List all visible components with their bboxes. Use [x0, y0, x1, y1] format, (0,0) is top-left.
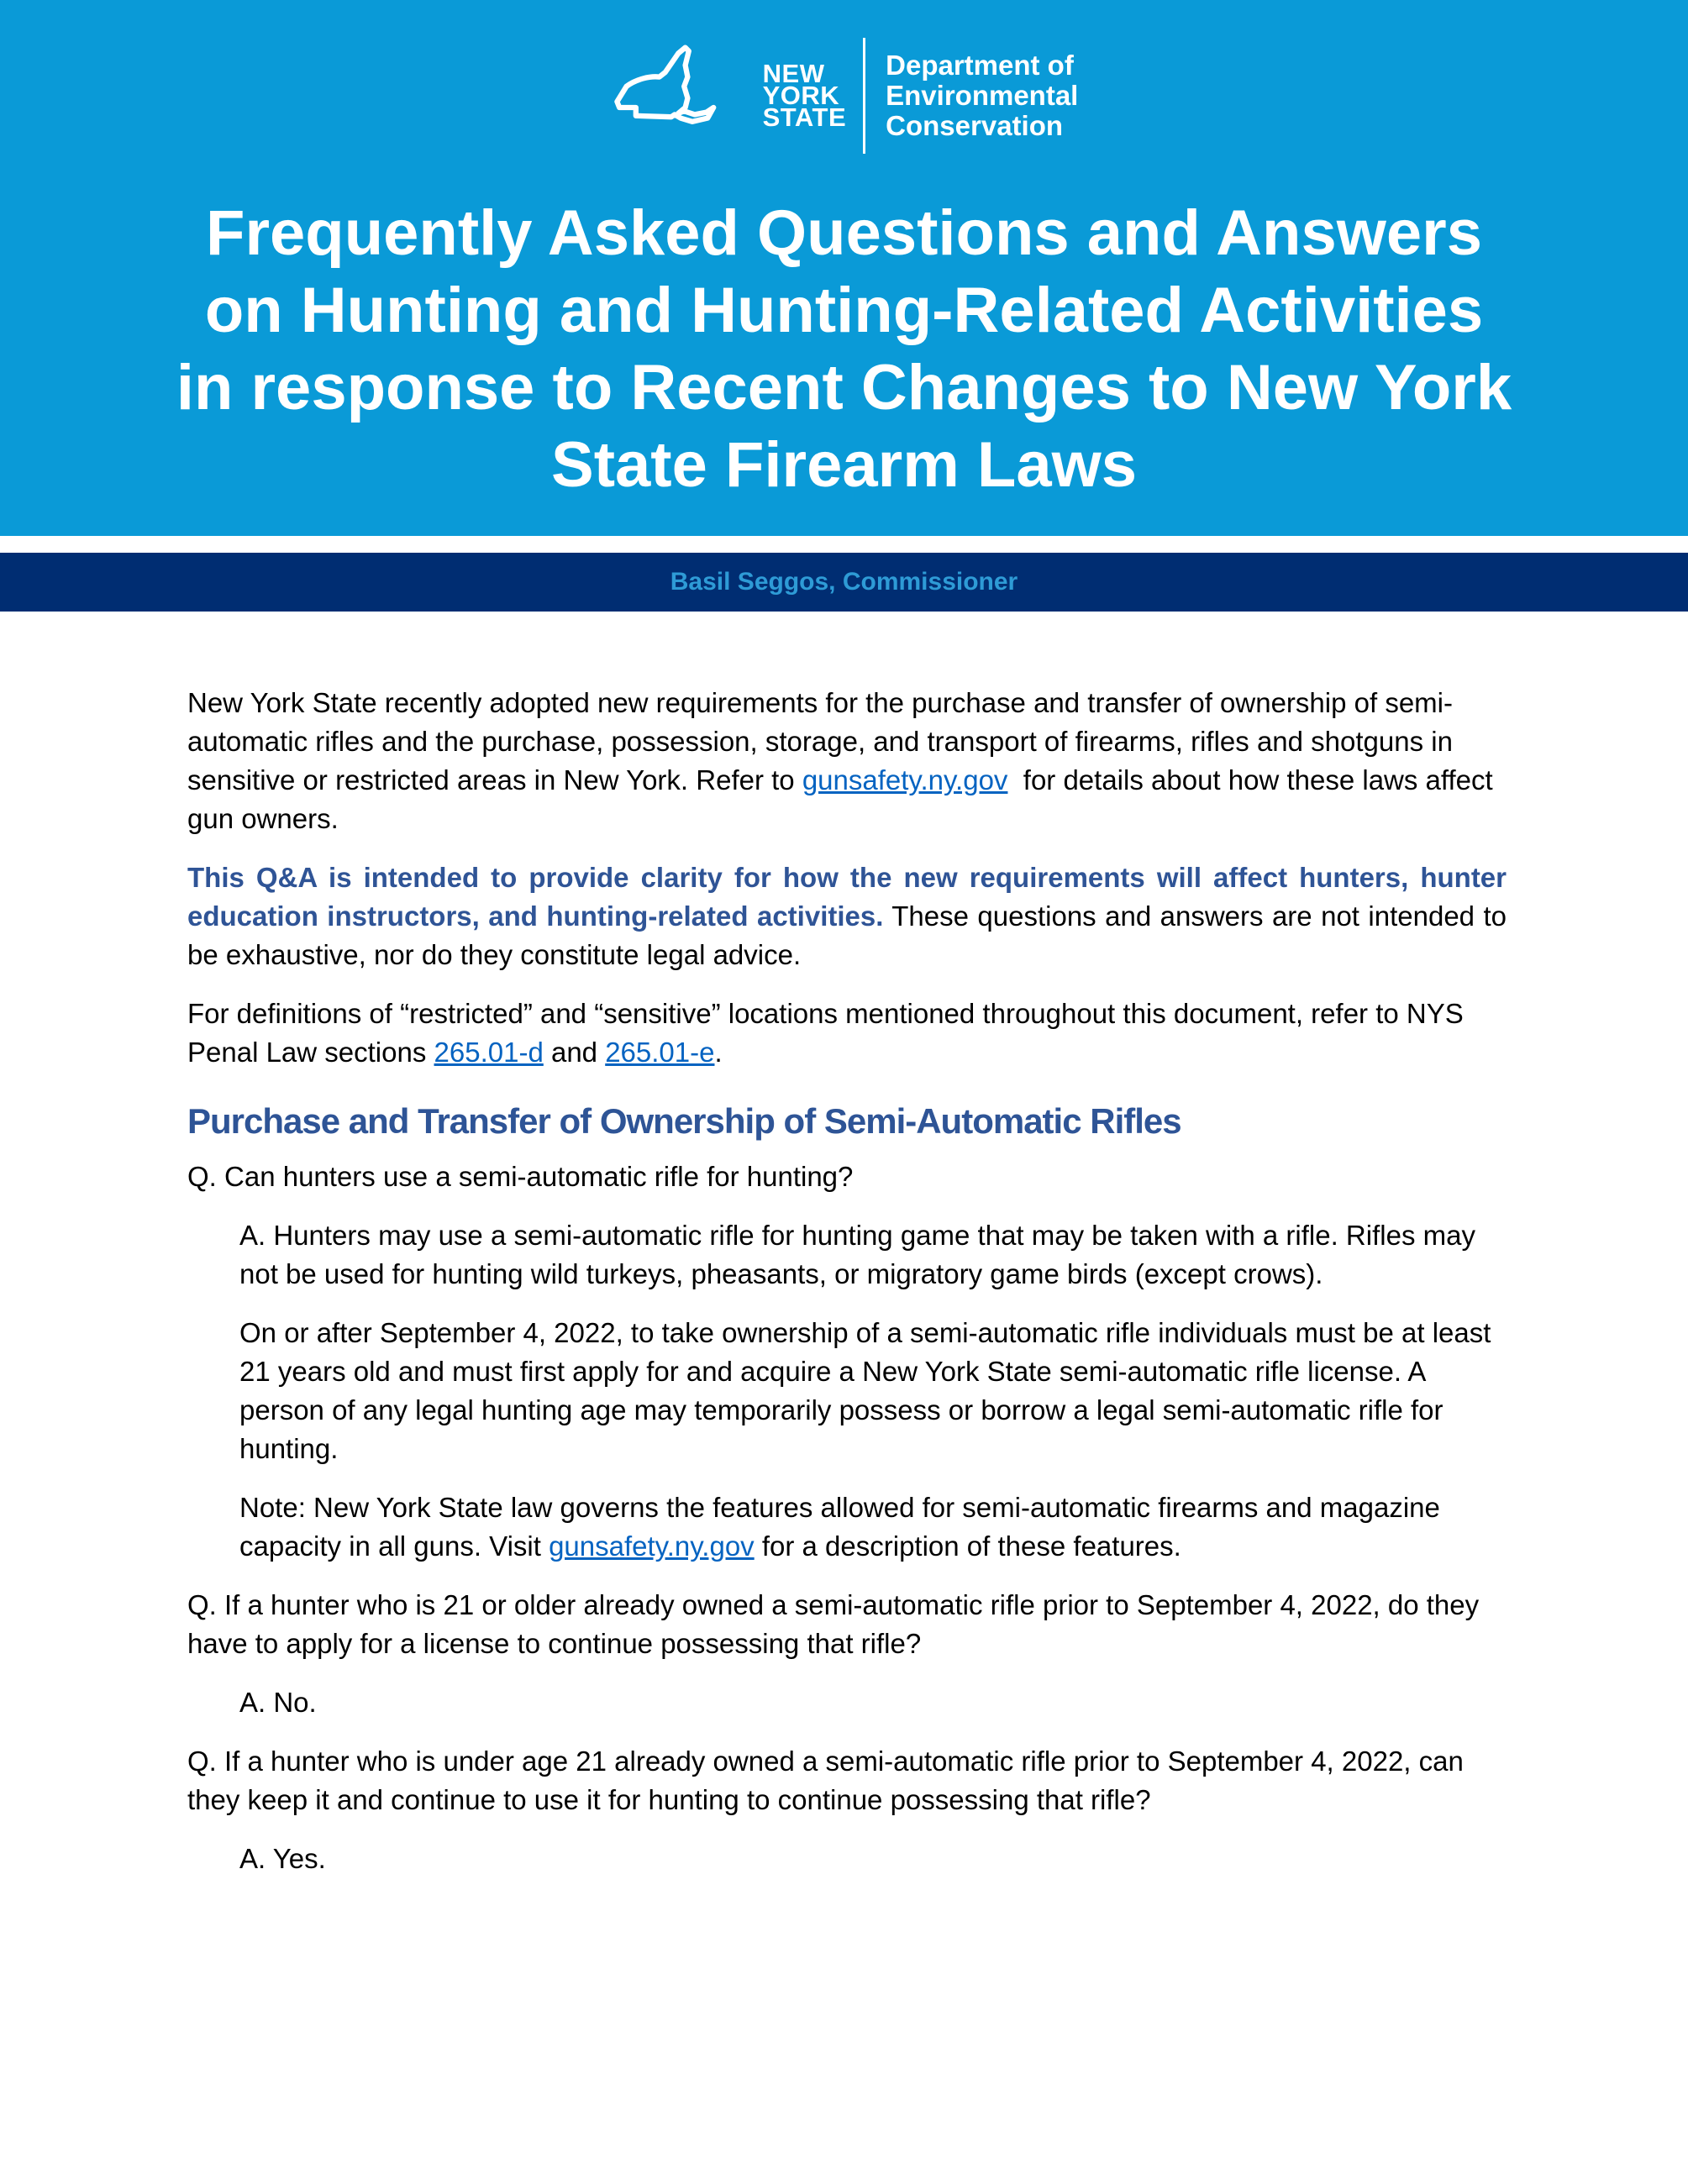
question-2: Q. If a hunter who is 21 or older already owned a semi-automatic rifle prior to September 4, 2022, do they have to apply for a license to continue possessing that rifle? — [187, 1589, 1480, 1659]
logo-dept-line: Conservation — [886, 110, 1064, 141]
banner-gap — [0, 536, 1688, 553]
gunsafety-link[interactable]: gunsafety.ny.gov — [802, 764, 1008, 795]
title-line: State Firearm Laws — [551, 429, 1137, 501]
note-text-post: for a description of these features. — [754, 1530, 1181, 1562]
gunsafety-link-2[interactable]: gunsafety.ny.gov — [549, 1530, 755, 1562]
title-line: on Hunting and Hunting-Related Activities — [204, 275, 1484, 346]
document-body — [0, 612, 1688, 1878]
definitions-paragraph — [187, 995, 1507, 1072]
page-title — [130, 195, 1559, 504]
commissioner-name: Basil Seggos, Commissioner — [670, 568, 1018, 596]
logo-department-wordmark — [886, 50, 1078, 141]
qa-purpose-paragraph — [187, 858, 1507, 974]
penal-law-265-01-d-link[interactable]: 265.01-d — [434, 1037, 544, 1068]
question-3: Q. If a hunter who is under age 21 already owned a semi-automatic rifle prior to September 4, 2022, can they keep it and continue to use it for hunting to continue possessing that rifle? — [187, 1746, 1464, 1815]
answer-3: A. Yes. — [239, 1843, 326, 1874]
intro-text-post: for details about how these laws affect gun owners. — [187, 764, 1493, 834]
answer-1-note — [187, 1488, 1507, 1566]
penal-law-265-01-e-link[interactable]: 265.01-e — [605, 1037, 715, 1068]
qa-purpose-bold-text: This Q&A is intended to provide clarity for how the new requirements will affect hunters, hunter education instructors, and hunting-related activities. — [187, 862, 1507, 932]
intro-paragraph — [187, 684, 1507, 838]
answer-1-part-2: On or after September 4, 2022, to take ownership of a semi-automatic rifle individuals must be at least 21 years old and must first apply for and acquire a New York State semi-automatic rifle license. A person of any legal hunting age may temporarily possess or borrow a legal semi-automatic rifle for hunting. — [239, 1317, 1491, 1464]
definitions-text-post: . — [714, 1037, 723, 1068]
logo-dept-line: Department of — [886, 50, 1074, 81]
question-1: Q. Can hunters use a semi-automatic rifle for hunting? — [187, 1161, 854, 1192]
header-banner — [0, 0, 1688, 536]
qa-purpose-rest-text: These questions and answers are not intended to be exhaustive, nor do they constitute legal advice. — [187, 900, 1507, 970]
new-york-state-outline-icon — [610, 32, 751, 160]
definitions-text-mid: and — [543, 1037, 606, 1068]
commissioner-bar — [0, 553, 1688, 612]
title-line: Frequently Asked Questions and Answers — [206, 197, 1482, 269]
logo-dept-line: Environmental — [886, 80, 1079, 111]
answer-2: A. No. — [239, 1687, 317, 1718]
logo-state-line: NEW — [762, 59, 825, 88]
logo-state-wordmark — [762, 59, 847, 132]
definitions-text-pre: For definitions of “restricted” and “sensitive” locations mentioned throughout this document, refer to NYS Penal Law sections — [187, 998, 1464, 1068]
note-text-pre: Note: New York State law governs the features allowed for semi-automatic firearms and magazine capacity in all guns. Visit — [239, 1492, 1440, 1562]
logo-state-line: STATE — [762, 102, 847, 132]
logo-divider — [863, 38, 865, 154]
intro-text-pre: New York State recently adopted new requirements for the purchase and transfer of ownership of semi-automatic rifles and the purchase, possession, storage, and transport of firearms, rifles and shotguns in sensitive or restricted areas in New York. Refer to — [187, 687, 1453, 795]
logo-state-line: YORK — [762, 81, 840, 110]
answer-1-part-1: A. Hunters may use a semi-automatic rifle for hunting game that may be taken with a rifle. Rifles may not be used for hunting wild turkeys, pheasants, or migratory game birds (except crows). — [239, 1220, 1475, 1289]
section-heading-purchase-transfer: Purchase and Transfer of Ownership of Semi-Automatic Rifles — [187, 1101, 1181, 1141]
title-line: in response to Recent Changes to New York — [176, 352, 1512, 423]
nys-dec-logo — [0, 0, 1688, 160]
